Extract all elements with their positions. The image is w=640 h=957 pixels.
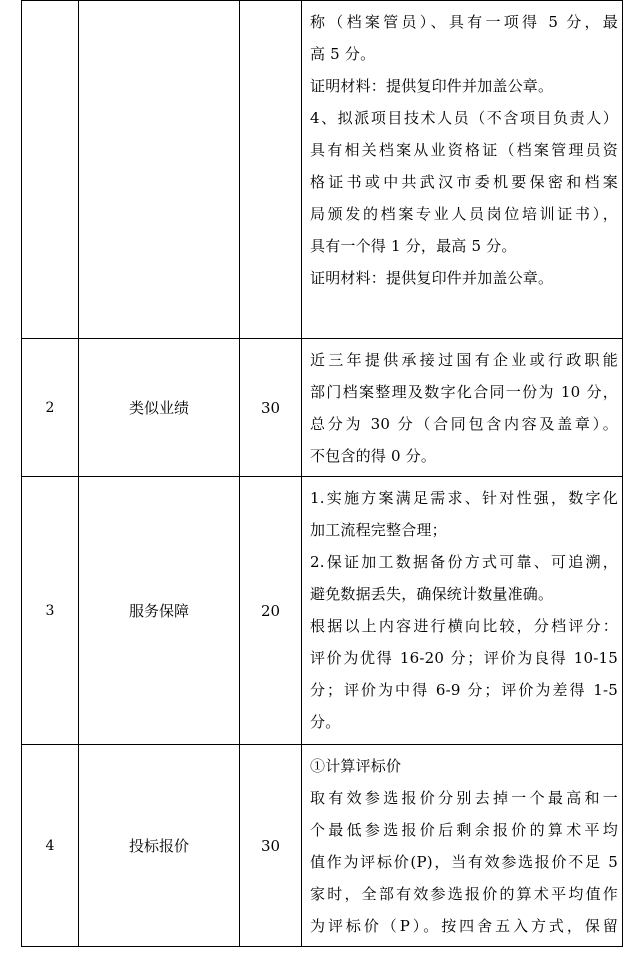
criteria-line: 家时，全部有效参选报价的算术平均值作: [310, 885, 618, 903]
criteria-line: 评价为优得 16-20 分；评价为良得 10-15: [310, 649, 618, 667]
item-name: 类似业绩: [79, 339, 240, 477]
table-row: [22, 1, 623, 339]
criteria-line: 分；评价为中得 6-9 分；评价为差得 1-5: [310, 681, 618, 699]
criteria-line: 总分为 30 分（合同包含内容及盖章）。: [310, 415, 618, 433]
item-score: [240, 1, 302, 339]
item-score: 30: [240, 745, 302, 947]
item-score: 20: [240, 477, 302, 745]
criteria-line: 根据以上内容进行横向比较，分档评分：: [310, 617, 618, 635]
item-name: [79, 1, 240, 339]
criteria-cell: [302, 745, 623, 947]
item-score: 30: [240, 339, 302, 477]
criteria-line: ①计算评标价: [310, 757, 402, 775]
criteria-line: 近三年提供承接过国有企业或行政职能: [310, 351, 618, 369]
criteria-cell: [302, 1, 623, 339]
item-name: 投标报价: [79, 745, 240, 947]
criteria-line: 证明材料：提供复印件并加盖公章。: [310, 77, 554, 95]
criteria-line: 为评标价（P）。按四舍五入方式，保留: [310, 917, 618, 935]
criteria-cell: [302, 477, 623, 745]
criteria-line: 加工流程完整合理；: [310, 521, 447, 539]
criteria-cell: [302, 339, 623, 477]
table-row: [22, 745, 623, 947]
criteria-line: 2.保证加工数据备份方式可靠、可追溯，: [310, 553, 618, 571]
row-number: [22, 1, 79, 339]
criteria-line: 1.实施方案满足需求、针对性强，数字化: [310, 489, 618, 507]
criteria-line: 不包含的得 0 分。: [310, 447, 437, 465]
criteria-line: 取有效参选报价分别去掉一个最高和一: [310, 789, 618, 807]
row-number: 4: [22, 745, 79, 947]
criteria-line: 证明材料：提供复印件并加盖公章。: [310, 269, 554, 287]
criteria-line: 称（档案管员）、具有一项得 5 分，最: [310, 13, 618, 31]
criteria-line: 高 5 分。: [310, 45, 376, 63]
criteria-line: 格证书或中共武汉市委机要保密和档案: [310, 173, 618, 191]
row-number: 2: [22, 339, 79, 477]
criteria-line: 局颁发的档案专业人员岗位培训证书），: [310, 205, 618, 223]
row-number: 3: [22, 477, 79, 745]
criteria-line: 个最低参选报价后剩余报价的算术平均: [310, 821, 618, 839]
criteria-line: 部门档案整理及数字化合同一份为 10 分，: [310, 383, 618, 401]
table-row: [22, 339, 623, 477]
criteria-line: 避免数据丢失，确保统计数量准确。: [310, 585, 554, 603]
criteria-line: 具有相关档案从业资格证（档案管理员资: [310, 141, 618, 159]
criteria-line: 具有一个得 1 分，最高 5 分。: [310, 237, 517, 255]
scoring-table: [21, 0, 623, 947]
table-row: [22, 477, 623, 745]
criteria-line: 值作为评标价(P)，当有效参选报价不足 5: [310, 853, 618, 871]
item-name: 服务保障: [79, 477, 240, 745]
criteria-line: 分。: [310, 713, 341, 731]
criteria-line: 4、拟派项目技术人员（不含项目负责人）: [310, 109, 618, 127]
